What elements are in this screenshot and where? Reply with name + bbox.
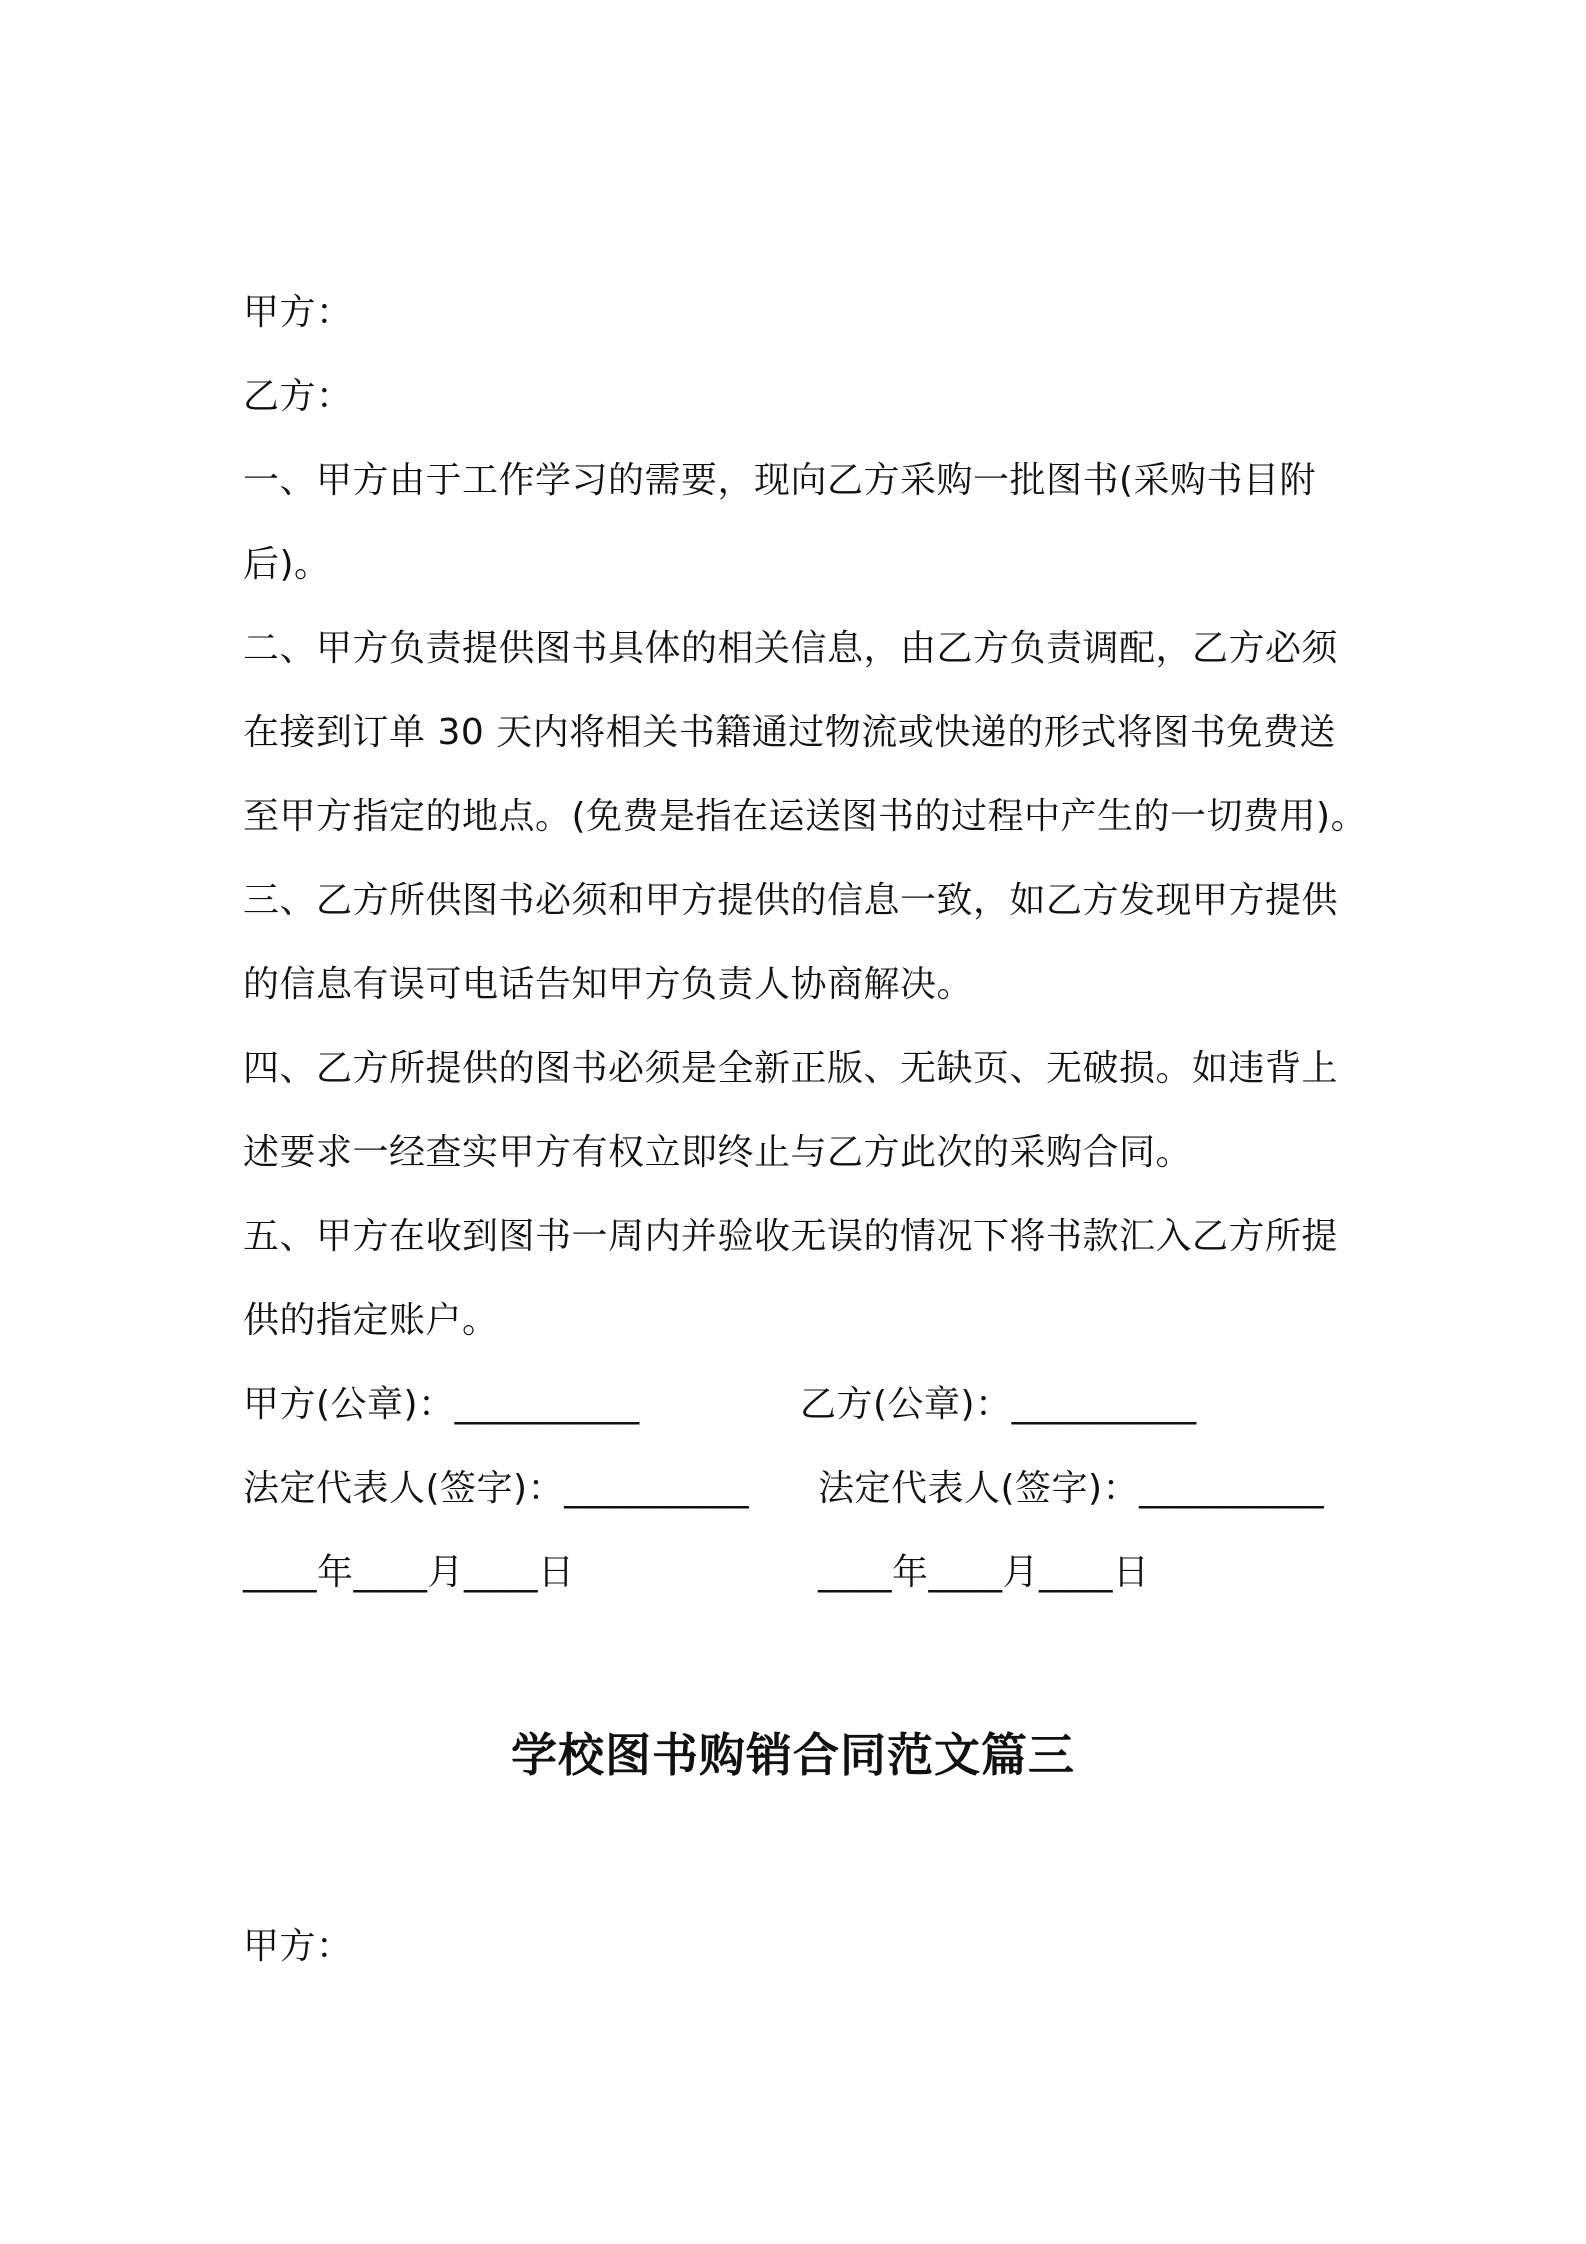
clause-2-line-1: 二、甲方负责提供图书具体的相关信息，由乙方负责调配，乙方必须 [243, 628, 1339, 669]
clause-1-line-1: 一、甲方由于工作学习的需要，现向乙方采购一批图书(采购书目附 [243, 460, 1317, 501]
party-b-representative-line: 法定代表人(签字)：__________ [818, 1468, 1325, 1509]
party-b-label: 乙方： [243, 376, 353, 417]
party-a-label: 甲方： [243, 292, 353, 333]
clause-1-line-2: 后)。 [243, 544, 331, 585]
clause-3-line-1: 三、乙方所供图书必须和甲方提供的信息一致，如乙方发现甲方提供 [243, 880, 1339, 921]
party-a-seal-line: 甲方(公章)：__________ [243, 1384, 640, 1425]
party-a-representative-line: 法定代表人(签字)：__________ [243, 1468, 750, 1509]
party-b-date-line: ____年____月____日 [818, 1552, 1150, 1593]
section-title: 学校图书购销合同范文篇三 [511, 1728, 1075, 1782]
next-party-a-label: 甲方： [243, 1926, 353, 1967]
clause-5-line-1: 五、甲方在收到图书一周内并验收无误的情况下将书款汇入乙方所提 [243, 1216, 1339, 1257]
clause-5-line-2: 供的指定账户。 [243, 1300, 499, 1341]
clause-4-line-2: 述要求一经查实甲方有权立即终止与乙方此次的采购合同。 [243, 1132, 1193, 1173]
clause-4-line-1: 四、乙方所提供的图书必须是全新正版、无缺页、无破损。如违背上 [243, 1048, 1339, 1089]
clause-3-line-2: 的信息有误可电话告知甲方负责人协商解决。 [243, 964, 974, 1005]
party-b-seal-line: 乙方(公章)：__________ [800, 1384, 1197, 1425]
party-a-date-line: ____年____月____日 [243, 1552, 575, 1593]
clause-2-line-3: 至甲方指定的地点。(免费是指在运送图书的过程中产生的一切费用)。 [243, 796, 1368, 837]
clause-2-line-2: 在接到订单 30 天内将相关书籍通过物流或快递的形式将图书免费送 [243, 712, 1336, 753]
